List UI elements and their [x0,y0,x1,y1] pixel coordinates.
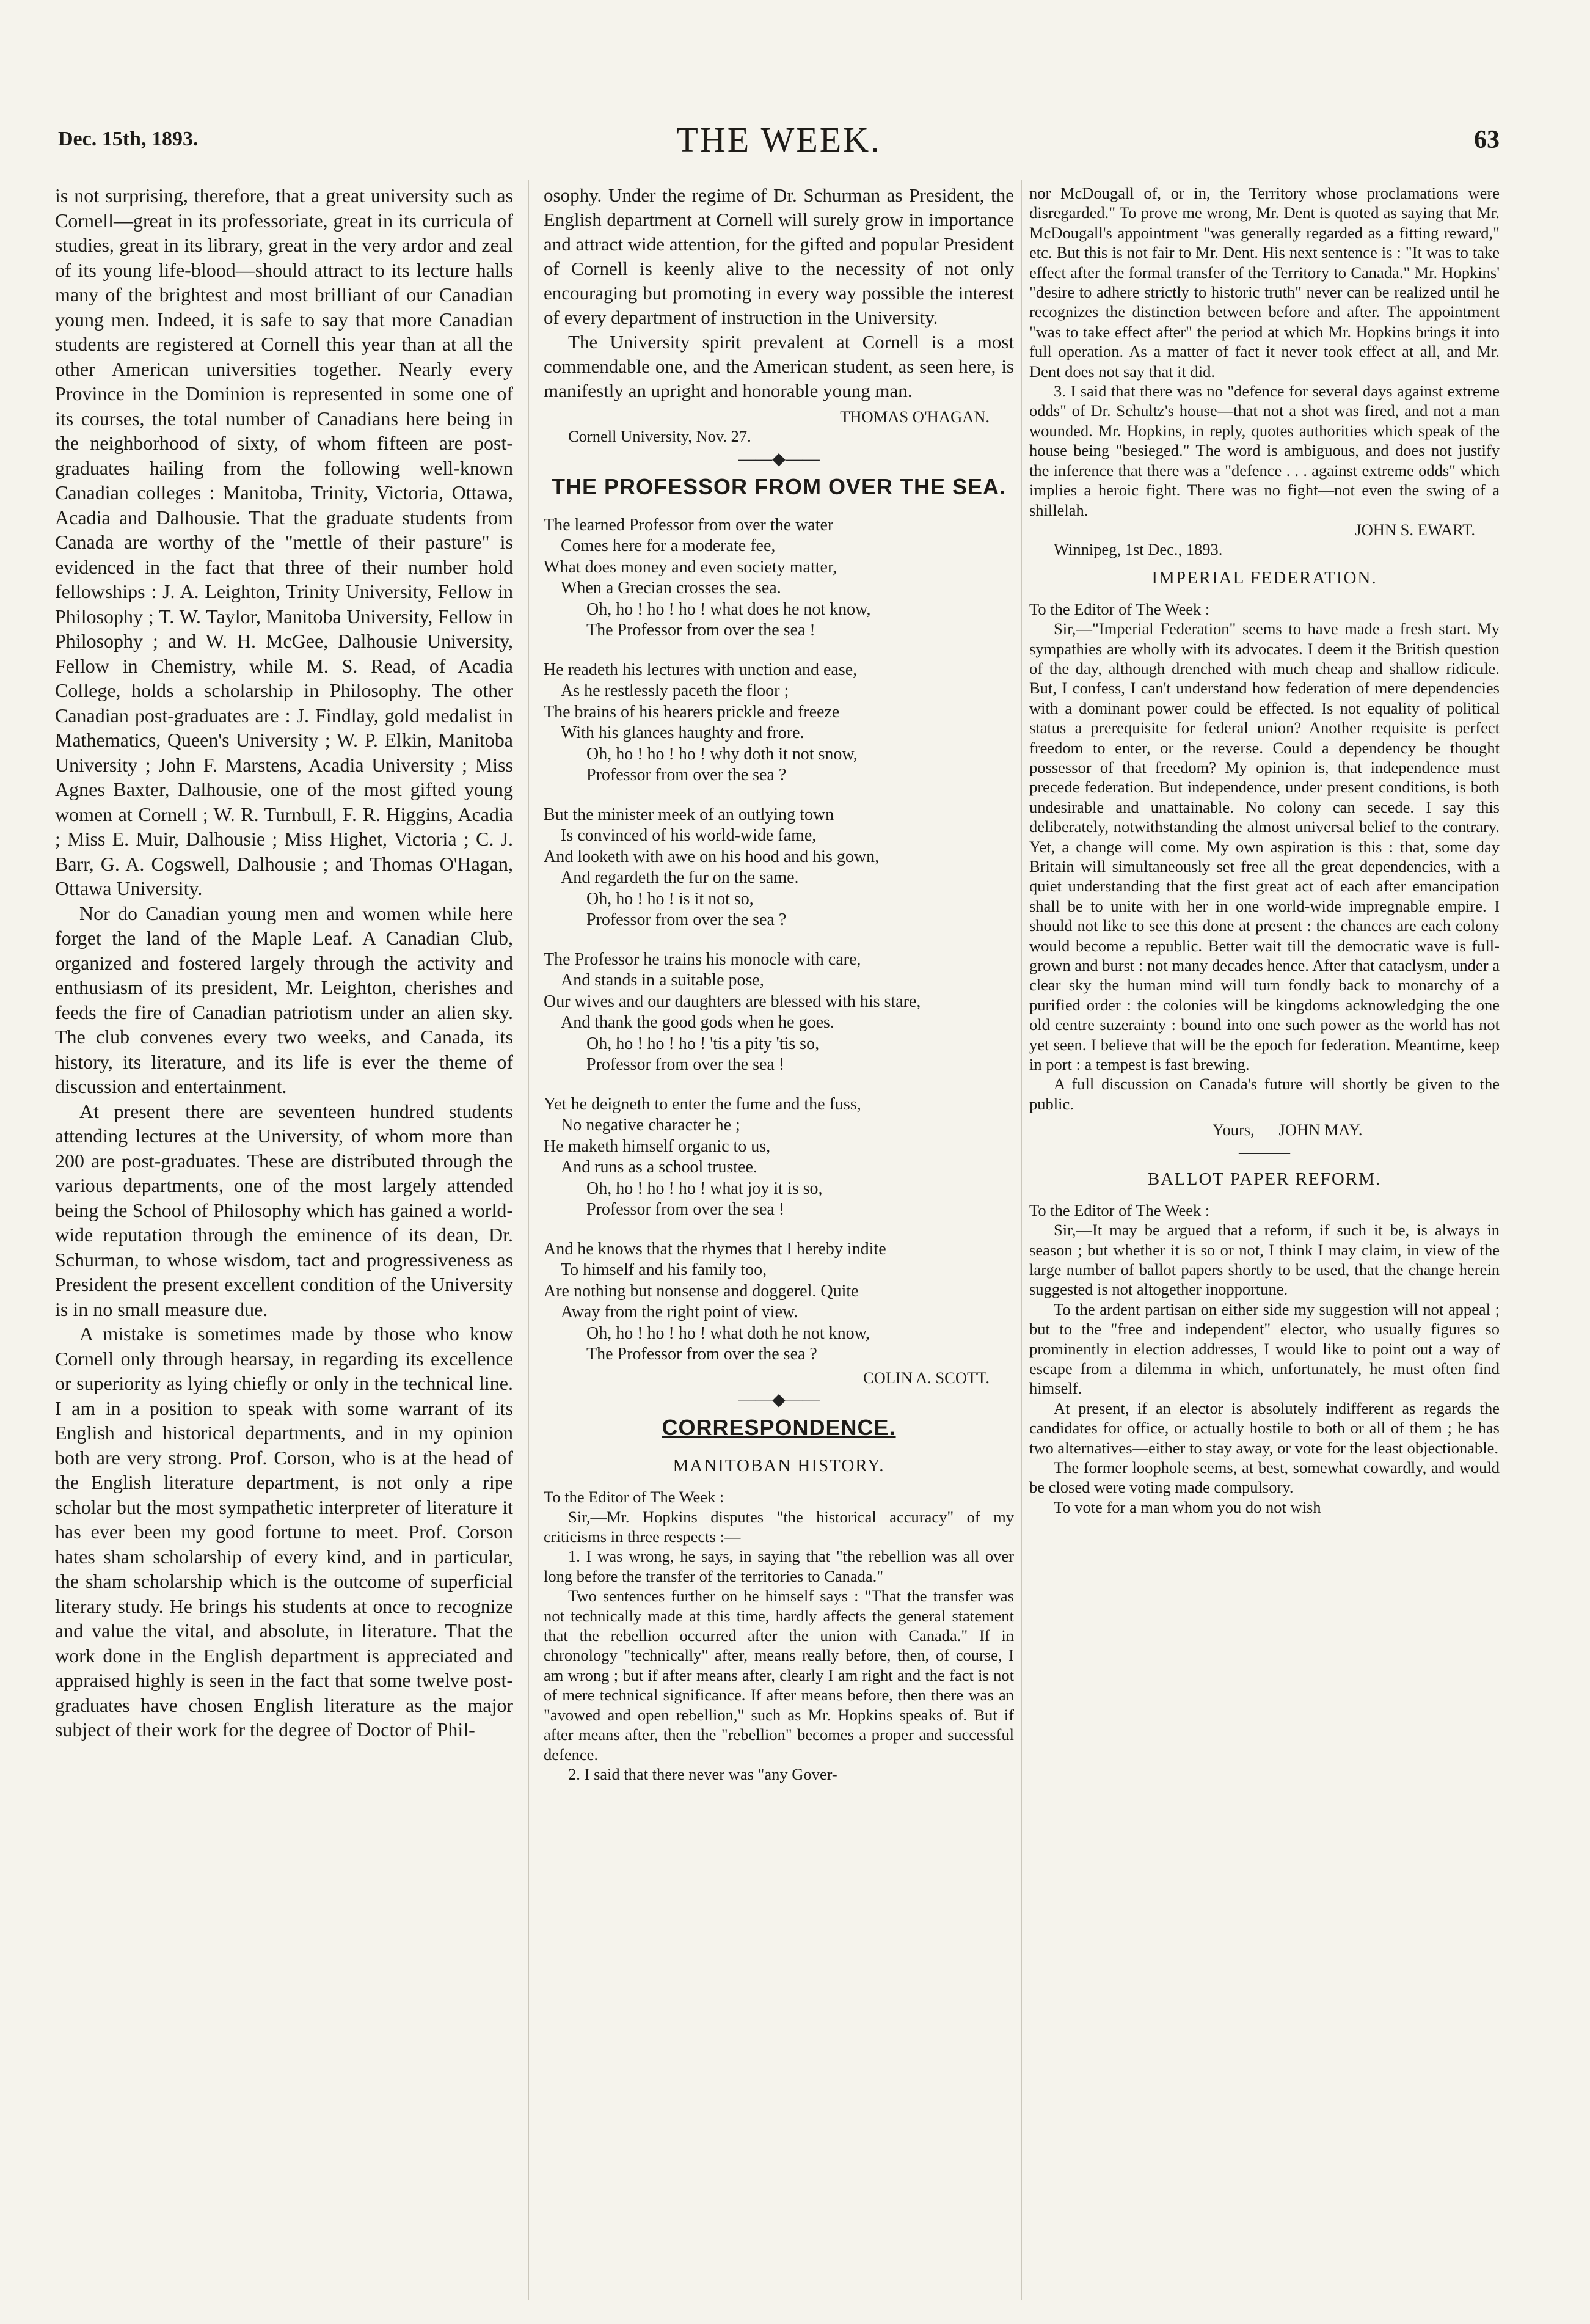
poem-stanza [544,515,1014,641]
poem-line: Are nothing but nonsense and doggerel. Quite [544,1281,859,1301]
poem-line: And stands in a suitable pose, [561,971,764,990]
letter-paragraph: At present, if an elector is absolutely indifferent as regards the candidates for office, or actually hostile to both or all of them ; he has two alternatives—either to stay away, or vote for the least objectionable. [1029,1398,1500,1457]
section-rule: ——— [1239,1142,1290,1162]
poem-line: The Professor he trains his monocle with care, [544,949,861,969]
poem-line: And runs as a school trustee. [561,1158,757,1177]
poem-line: Yet he deigneth to enter the fume and the fuss, [544,1094,861,1114]
poem-title: THE PROFESSOR FROM OVER THE SEA. [551,473,1007,499]
letter-paragraph: A full discussion on Canada's future will shortly be given to the public. [1029,1075,1500,1113]
letter-paragraph: 2. I said that there never was "any Gover- [568,1764,837,1783]
article-paragraph: osophy. Under the regime of Dr. Schurman as President, the English department at Cornell will surely grow in importance and attract wide attention, for the gifted and popular President of Cornell is keenly alive to the necessity of not only encouraging but promoting in every way possible the interest of every department of instruction in the University. [544,185,1014,328]
letter-paragraph: Two sentences further on he himself says : "That the transfer was not technically made at this time, hardly affects the general statement that the rebellion occurred after the union with Canada." If in chronology "technically" after, means really before, then, of course, I am wrong ; but if after means after, clearly I am right and the fact is not of mere technical significance. If after means before, then there was an "avowed and open rebellion," such as Mr. Hopkins speaks of. But if after means after, then the "rebellion" becomes a proper and successful defence. [544,1587,1014,1764]
letter-paragraph: Sir,—"Imperial Federation" seems to have made a fresh start. My sympathies are wholly with its advocates. I deem it the British question of the day, although drenched with much cheap and shallow ridicule. But, I confess, I can't understand how federation of mere dependencies with a dominant power could be effected. Is not equality of political status a prerequisite for federal union? Another requisite is perfect freedom to enter, or the reverse. Could a dependency be thought possessor of that freedom? My opinion is, that independence must precede federation. But independence, under present conditions, is both undesirable and unattainable. No colony can secede. I say this deliberately, notwithstanding the almost universal belief to the contrary. Yet, a change will come. My own aspiration is this : that, some day Britain will simultaneously set free all the great dependencies, with a quiet understanding that the first great act of each after emancipation shall be to unite with her in one world-wide impregnable empire. I should not like to see this done at present : the chances are each colony would become a republic. Better wait till the democratic wave is full-grown and burst : not many decades hence. After that cataclysm, under a clear sky the human mind will turn fondly back to monarchy of a purified order : the colonies will be kingdoms acknowledging the one old centre suzerainty : bound into one such power as the world has not yet seen. I believe that will be the epoch for federation. Meantime, keep in port : a tempest is fast brewing. [1029,619,1500,1074]
poem-line: As he restlessly paceth the floor ; [561,681,789,701]
poem-signature: COLIN A. SCOTT. [862,1368,990,1387]
poem-line: When a Grecian crosses the sea. [561,579,781,598]
letter-paragraph: Sir,—It may be argued that a reform, if such it be, is always in season ; but whether it is so or not, I think I may claim, in view of the large number of ballot papers shortly to be used, that the change herein suggested is not altogether inopportune. [1029,1221,1500,1299]
poem-line: No negative character he ; [561,1116,740,1135]
poem-line: And regardeth the fur on the same. [561,868,799,888]
letter-title: MANITOBAN HISTORY. [673,1456,885,1476]
salutation: To the Editor of The Week : [1029,599,1210,618]
column-1 [55,183,513,2309]
page-header [58,119,1500,174]
poem-line: With his glances haughty and frore. [561,723,804,743]
letter-title: BALLOT PAPER REFORM. [1147,1169,1382,1189]
article-paragraph: Nor do Canadian young men and women while here forget the land of the Maple Leaf. A Canadian Club, organized and fostered largely through the activity and enthusiasm of its president, Mr. Leighton, cherishes and feeds the fire of Canadian patriotism under an alien sky. The club convenes every two weeks, and Canada, its history, its literature, and its life is ever the theme of discussion and entertainment. [55,902,513,1097]
dateline: Cornell University, Nov. 27. [568,427,751,446]
poem-line: The Professor from over the sea ! [586,621,815,640]
column-divider [528,180,529,2300]
author-signature: THOMAS O'HAGAN. [840,407,990,426]
poem-line: The brains of his hearers prickle and freeze [544,702,840,722]
poem-line: The Professor from over the sea ? [586,1345,817,1364]
poem-line: And looketh with awe on his hood and his gown, [544,847,880,866]
closing: Yours, [1213,1120,1255,1139]
poem-line: He readeth his lectures with unction and ease, [544,660,858,679]
column-2 [544,183,1014,2309]
letter-paragraph: nor McDougall of, or in, the Territory whose proclamations were disregarded." To prove me wrong, Mr. Dent is quoted as saying that Mr. McDougall's appointment "was generally regarded as a fitting reward," etc. But this is not fair to Mr. Dent. His next sentence is : "It was to take effect after the formal transfer of the Territory to Canada." Mr. Hopkins' "desire to adhere strictly to historic truth" never can be realized until he recognizes the distinction between before and after. The appointment "was to take effect after" the period at which Mr. Hopkins brings it into full operation. As a matter of fact it never took effect at all, and Mr. Dent does not say that it did. [1029,184,1500,381]
poem-stanza [544,949,1014,1076]
section-title: CORRESPONDENCE. [662,1415,896,1441]
article-paragraph: A mistake is sometimes made by those who know Cornell only through hearsay, in regarding its excellence or superiority as lying chiefly or only in the technical line. I am in a position to speak with some warrant of its English and historical departments, and in my opinion both are very strong. Prof. Corson, who is at the head of the English literature department, is not only a ripe scholar but the most sympathetic interpreter of literature it has ever been my good fortune to meet. Prof. Corson hates sham scholarship of every kind, and in particular, the sham scholarship which is the outcome of superficial literary study. He brings his students at once to recognize and value the vital, and absolute, in literature. That the work done in the English department is appreciated and appraised highly is seen in the fact that some twelve post-graduates have chosen English literature as the major subject of their work for the degree of Doctor of Phil- [55,1323,513,1741]
article-paragraph: At present there are seventeen hundred students attending lectures at the University, of whom more than 200 are post-graduates. These are distributed through the various departments, one of the most largely attended being the School of Philosophy which has gained a world-wide reputation through the eminence of its dean, Dr. Schurman, to whose wisdom, tact and progressiveness as President the present excellent condition of the University is in no small measure due. [55,1100,513,1320]
poem-line: Oh, ho ! ho ! is it not so, [586,889,754,908]
column-divider [1021,180,1022,2300]
poem-line: Is convinced of his world-wide fame, [561,826,817,846]
article-paragraph: The University spirit prevalent at Cornell is a most commendable one, and the American student, as seen here, is manifestly an upright and honorable young man. [544,331,1014,401]
poem-line: Comes here for a moderate fee, [561,536,776,556]
letter-paragraph: The former loophole seems, at best, somewhat cowardly, and would be closed were voting made compulsory. [1029,1458,1500,1497]
letter-paragraph: Sir,—Mr. Hopkins disputes "the historical accuracy" of my criticisms in three respects :— [544,1507,1014,1546]
poem-line: Professor from over the sea ? [586,766,787,785]
poem-line: He maketh himself organic to us, [544,1136,771,1156]
dateline: Winnipeg, 1st Dec., 1893. [1054,540,1223,559]
poem-line: Professor from over the sea ? [586,910,787,930]
poem-line: And thank the good gods when he goes. [561,1013,834,1032]
page-number: 63 [1474,126,1500,154]
poem-line: The learned Professor from over the water [544,515,834,535]
letter-paragraph: 3. I said that there was no "defence for several days against extreme odds" of Dr. Schultz's house—that not a shot was fired, and not a man wounded. Mr. Hopkins, in reply, quotes authorities which speak of the house being "besieged." The word is ambiguous, and does not justify the inference that there was a "defence . . . against extreme odds" which implies a heroic fight. There was no fight—not even the swing of a shillelah. [1029,382,1500,519]
author-signature: JOHN S. EWART. [1355,520,1475,539]
masthead-title: THE WEEK. [676,120,881,159]
letter-paragraph: To the ardent partisan on either side my suggestion will not appeal ; but to the "free and independent" elector, who usually figures so prominently in election addresses, I would like to point out a way of escape from a dilemma in which, unfortunately, he must often find himself. [1029,1299,1500,1398]
poem-stanza [544,1239,1014,1365]
poem-line: Professor from over the sea ! [586,1055,785,1075]
salutation: To the Editor of The Week : [1029,1200,1210,1219]
author-signature: JOHN MAY. [1278,1120,1363,1139]
poem-line: Oh, ho ! ho ! ho ! 'tis a pity 'tis so, [586,1034,820,1053]
poem-stanza [544,805,1014,931]
poem-line: But the minister meek of an outlying town [544,805,834,824]
poem-line: Oh, ho ! ho ! ho ! what does he not know, [586,599,871,619]
letter-title: IMPERIAL FEDERATION. [1151,568,1377,588]
poem-line: Our wives and our daughters are blessed with his stare, [544,992,921,1011]
letter-paragraph: To vote for a man whom you do not wish [1054,1497,1321,1516]
poem-line: Away from the right point of view. [561,1303,798,1322]
poem-stanza [544,660,1014,786]
poem-line: Oh, ho ! ho ! ho ! what joy it is so, [586,1178,823,1198]
poem-line: What does money and even society matter, [544,557,837,577]
poem-line: Oh, ho ! ho ! ho ! why doth it not snow, [586,744,858,764]
section-rule: ——◆—— [738,449,820,469]
section-rule: ——◆—— [738,1390,820,1410]
poem-line: Professor from over the sea ! [586,1200,785,1219]
poem-line: And he knows that the rhymes that I hereby indite [544,1239,886,1259]
letter-paragraph: 1. I was wrong, he says, in saying that "the rebellion was all over long before the transfer of the territories to Canada." [544,1547,1014,1585]
poem-stanza [544,1094,1014,1221]
column-3 [1029,183,1500,2309]
poem-line: To himself and his family too, [561,1260,767,1280]
salutation: To the Editor of The Week : [544,1488,724,1507]
poem-line: Oh, ho ! ho ! ho ! what doth he not know, [586,1323,870,1343]
issue-date: Dec. 15th, 1893. [58,128,199,150]
article-paragraph: is not surprising, therefore, that a great university such as Cornell—great in its professoriate, great in its curricula of studies, great in its library, great in the very ardor and zeal of its young life-blood—should attract to its lecture halls many of the brightest and most brilliant of our Canadian young men. Indeed, it is safe to say that more Canadian students are registered at Cornell this year than at all the other American universities together. Nearly every Province in the Dominion is represented in some one of its courses, the total number of Canadians here being in the neighborhood of sixty, of whom fifteen are post-graduates hailing from the following well-known Canadian colleges : Manitoba, Trinity, Victoria, Ottawa, Acadia and Dalhousie. That the graduate students from Canada are worthy of the "mettle of their pasture" is evidenced in the fact that three of their number hold fellowships : J. A. Leighton, Trinity University, Fellow in Philosophy ; T. W. Taylor, Manitoba University, Fellow in Philosophy ; and W. H. McGee, Dalhousie University, Fellow in Chemistry, while M. S. Read, of Acadia College, holds a scholarship in Philosophy. The other Canadian post-graduates are : J. Findlay, gold medalist in Mathematics, Queen's University ; W. P. Elkin, Manitoba University ; John F. Marstens, Acadia University ; Miss Agnes Baxter, Dalhousie, one of the most gifted young women at Cornell ; W. R. Turnbull, F. R. Higgins, Acadia ; Miss E. Muir, Dalhousie ; Miss Highet, Victoria ; C. J. Barr, G. A. Cogswell, Dalhousie ; and Thomas O'Hagan, Ottawa University. [55,185,513,899]
closing-signature [1029,1120,1500,1139]
